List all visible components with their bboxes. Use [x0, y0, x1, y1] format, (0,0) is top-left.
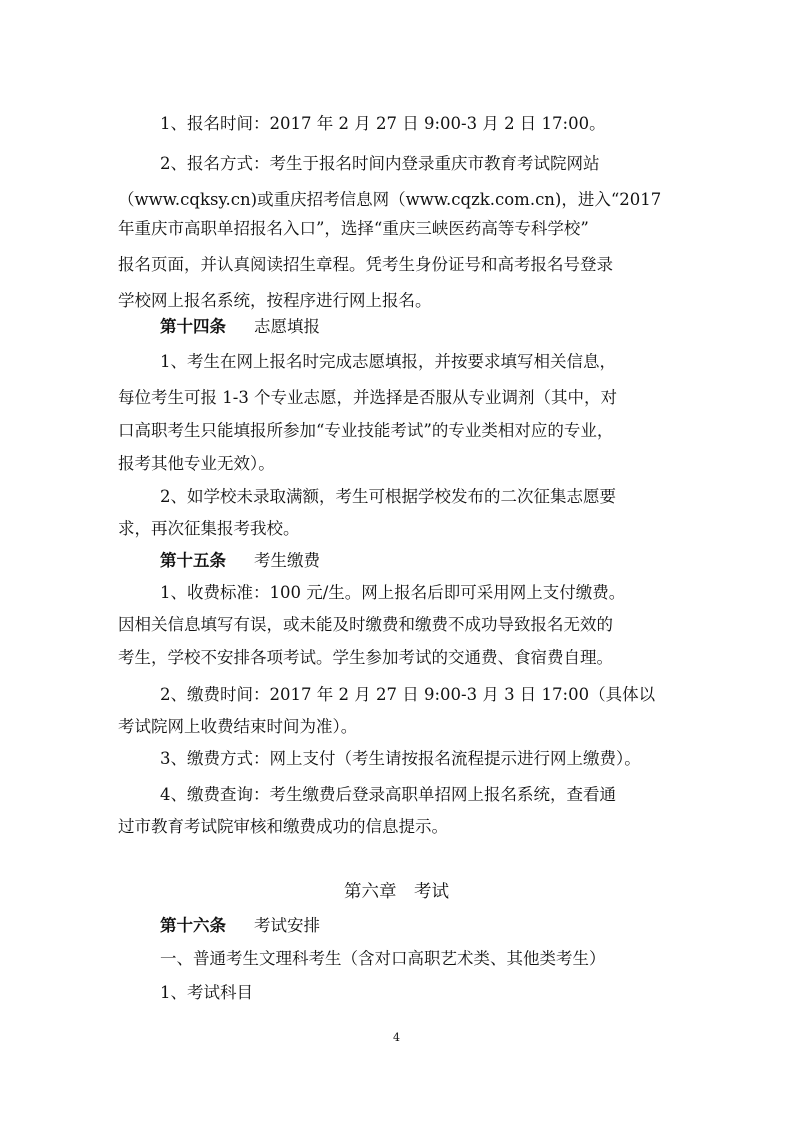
article-16-title: 考试安排	[254, 916, 320, 935]
fee-item4-line-2: 过市教育考试院审核和缴费成功的信息提示。	[118, 817, 448, 836]
registration-method-line-4: 报名页面，并认真阅读招生章程。凭考生身份证号和高考报名号登录	[118, 255, 613, 274]
fee-item1-line-1: 1、收费标准：100 元/生。网上报名后即可采用网上支付缴费。	[160, 583, 626, 602]
article-15-title: 考生缴费	[254, 551, 320, 570]
registration-method-line-2: （www.cqksy.cn)或重庆招考信息网（www.cqzk.com.cn)，进入“2017	[118, 190, 662, 209]
fee-item2-line-2: 考试院网上收费结束时间为准）。	[118, 717, 358, 736]
page-number: 4	[393, 1031, 400, 1044]
article-16-heading	[160, 915, 320, 937]
article-14-heading	[160, 316, 320, 338]
registration-method-line-1: 2、报名方式：考生于报名时间内登录重庆市教育考试院网站	[160, 154, 600, 173]
fee-item3: 3、缴费方式：网上支付（考生请按报名流程提示进行网上缴费）。	[160, 749, 641, 768]
chapter-6-title: 第六章 考试	[344, 882, 449, 902]
volunteer-item1-line-2: 每位考生可报 1-3 个专业志愿，并选择是否服从专业调剂（其中，对	[118, 388, 618, 407]
volunteer-item2-line-1: 2、如学校未录取满额，考生可根据学校发布的二次征集志愿要	[160, 487, 616, 506]
volunteer-item1-line-3: 口高职考生只能填报所参加“专业技能考试”的专业类相对应的专业，	[118, 421, 614, 440]
article-14-title: 志愿填报	[254, 317, 320, 336]
exam-item1: 1、考试科目	[160, 983, 253, 1002]
fee-item4-line-1: 4、缴费查询：考生缴费后登录高职单招网上报名系统，查看通	[160, 785, 616, 804]
volunteer-item2-line-2: 求，再次征集报考我校。	[118, 519, 300, 538]
volunteer-item1-line-1: 1、考生在网上报名时完成志愿填报，并按要求填写相关信息，	[160, 352, 616, 371]
fee-item1-line-3: 考生，学校不安排各项考试。学生参加考试的交通费、食宿费自理。	[118, 648, 613, 667]
article-15-heading	[160, 550, 320, 572]
registration-method-line-5: 学校网上报名系统，按程序进行网上报名。	[118, 291, 432, 310]
article-14-label: 第十四条	[160, 317, 226, 336]
fee-item2-line-1: 2、缴费时间：2017 年 2 月 27 日 9:00-3 月 3 日 17:00（具体以	[160, 685, 656, 704]
article-15-label: 第十五条	[160, 551, 226, 570]
registration-time: 1、报名时间：2017 年 2 月 27 日 9:00-3 月 2 日 17:00。	[160, 114, 606, 133]
registration-method-line-3: 年重庆市高职单招报名入口”，选择“重庆三峡医药高等专科学校”	[118, 219, 589, 238]
volunteer-item1-line-4: 报考其他专业无效）。	[118, 454, 275, 473]
article-16-label: 第十六条	[160, 916, 226, 935]
fee-item1-line-2: 因相关信息填写有误，或未能及时缴费和缴费不成功导致报名无效的	[118, 615, 613, 634]
exam-subheading: 一、普通考生文理科考生（含对口高职艺术类、其他类考生）	[160, 949, 606, 968]
